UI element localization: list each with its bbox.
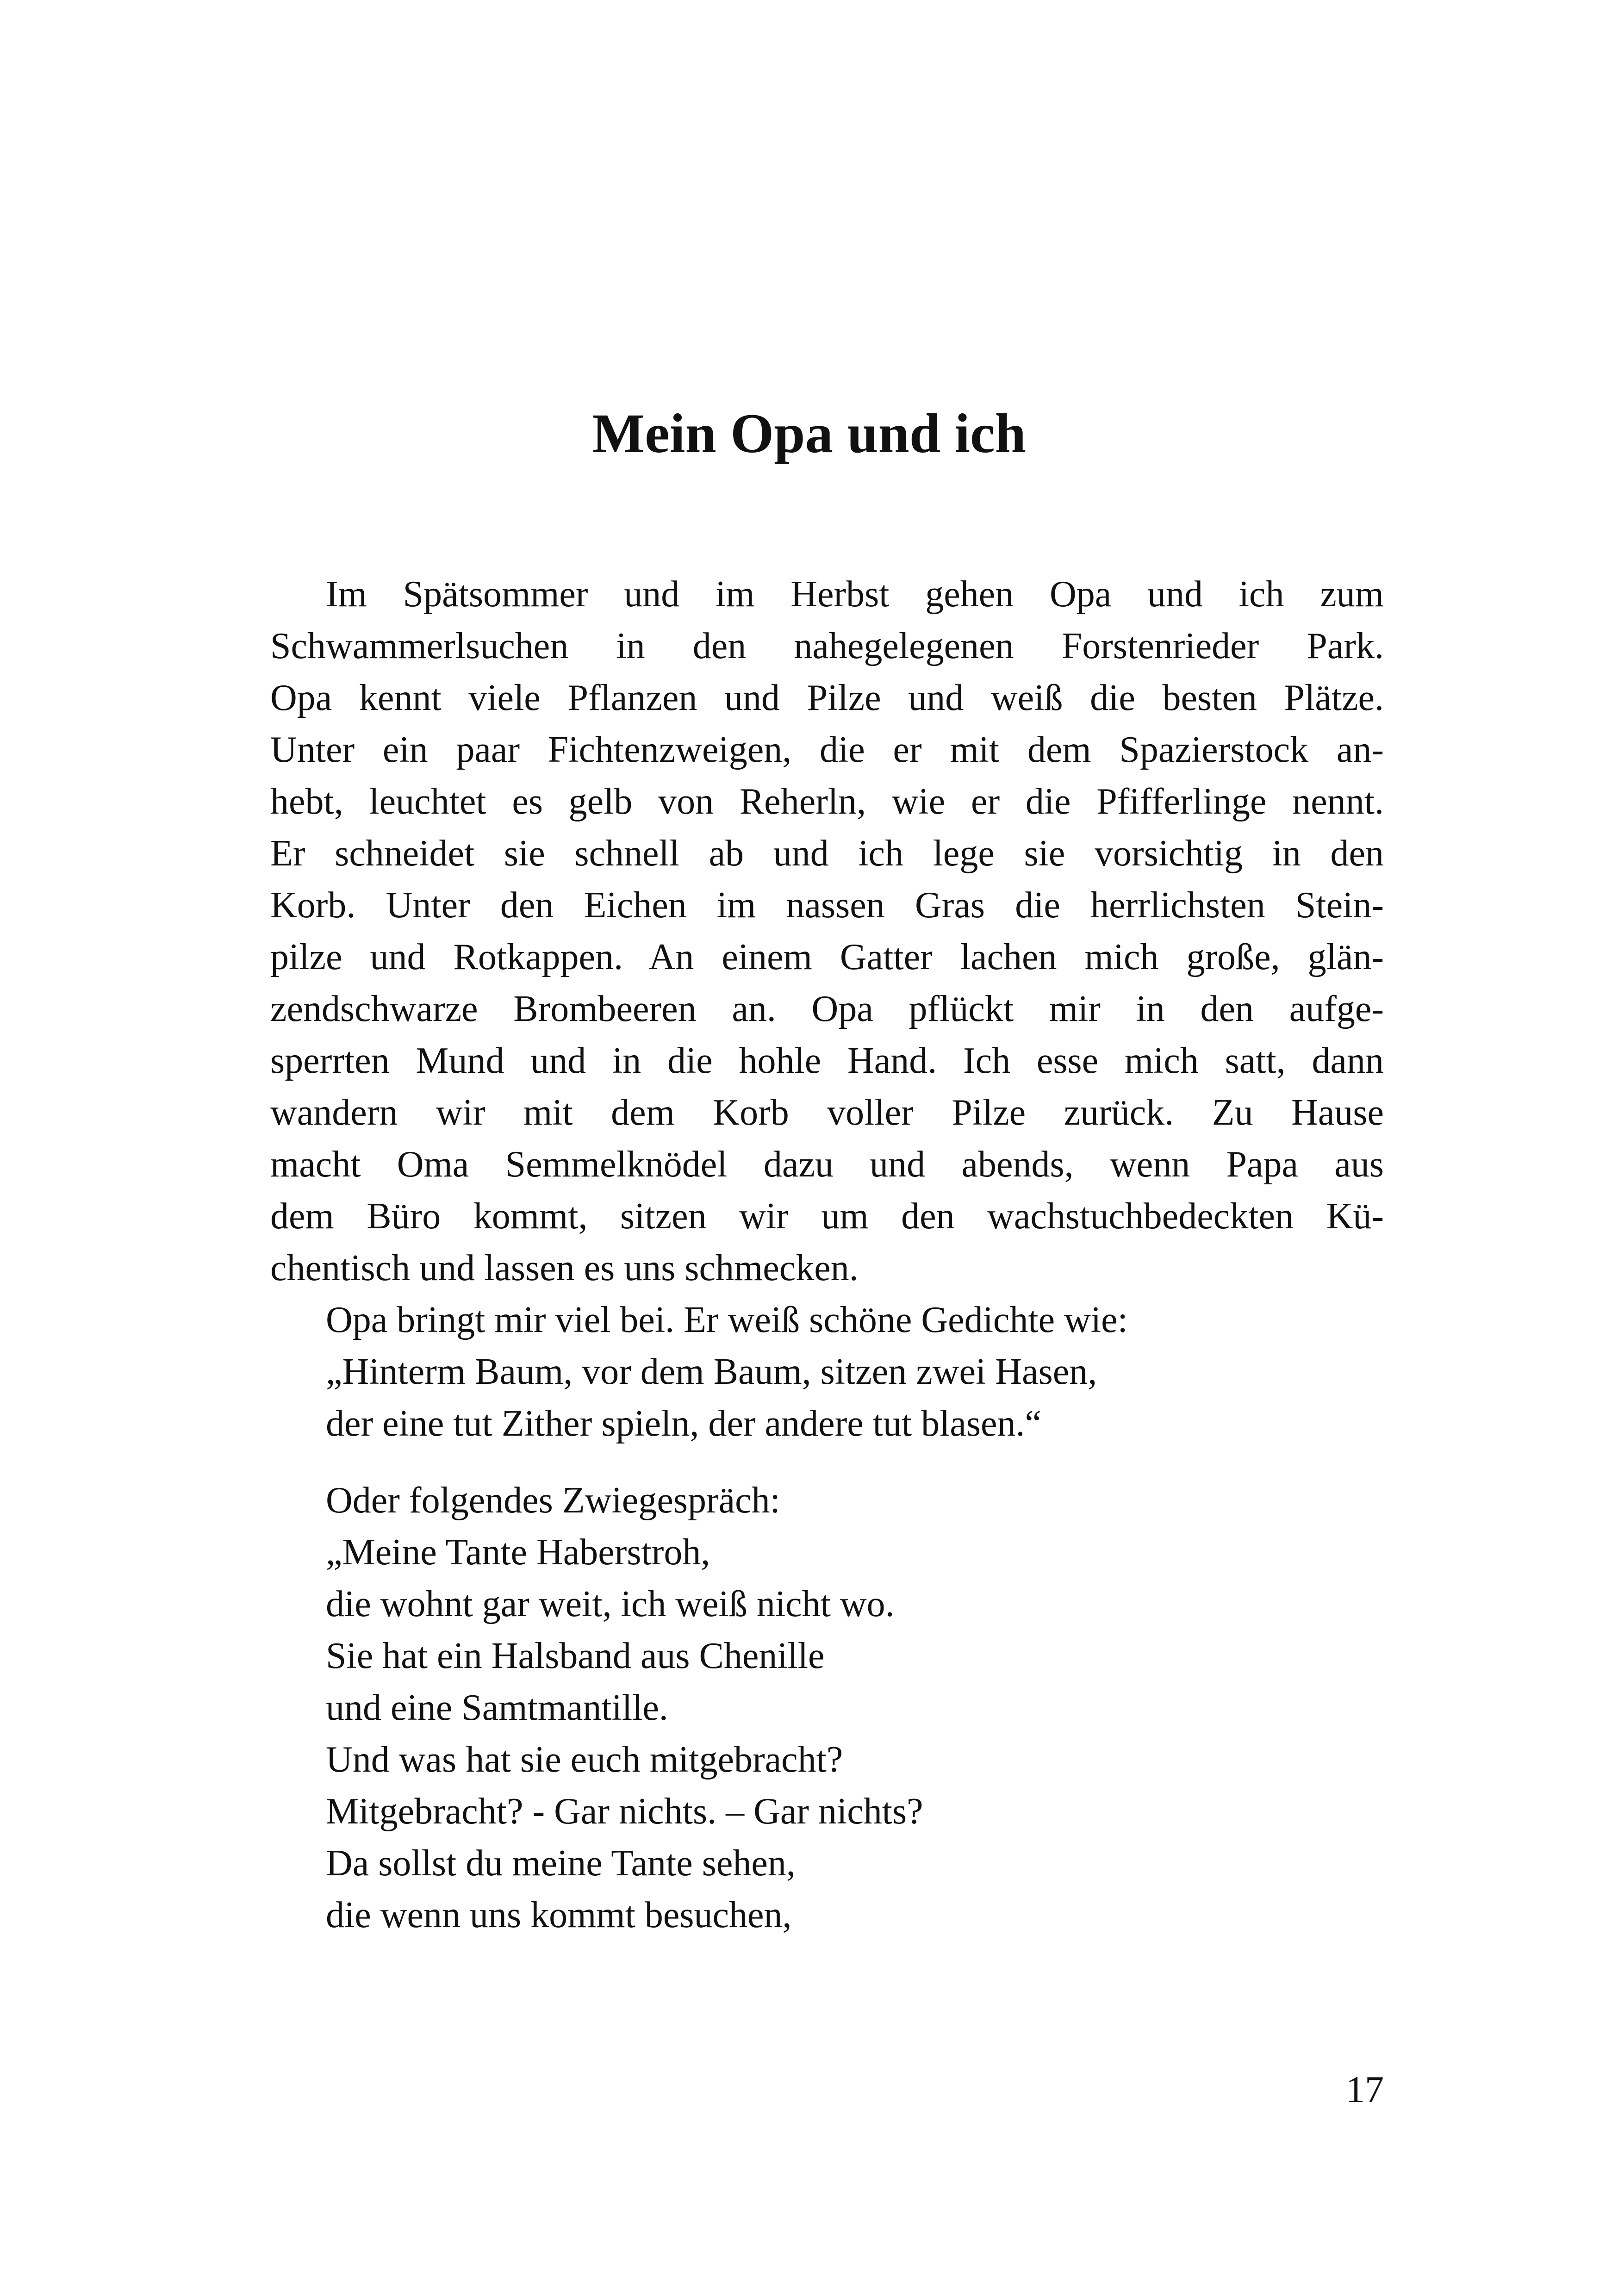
verse-line: der eine tut Zither spieln, der andere tut blasen.“ (326, 1403, 1042, 1444)
chapter-title: Mein Opa und ich (592, 403, 1026, 465)
poem-hasen (326, 1294, 1128, 1450)
verse-line: Sie hat ein Halsband aus Chenille (326, 1636, 825, 1676)
verse-line: Und was hat sie euch mitgebracht? (326, 1739, 843, 1780)
prose-paragraph (270, 568, 1384, 1294)
verse-line: „Meine Tante Haberstroh, (326, 1532, 710, 1573)
verse-line: die wohnt gar weit, ich weiß nicht wo. (326, 1584, 895, 1624)
text-line: Unter ein paar Fichtenzweigen, die er mit dem Spazierstock an- (270, 729, 1384, 770)
verse-line: Mitgebracht? - Gar nichts. – Gar nichts? (326, 1791, 923, 1832)
verse-line: und eine Samtmantille. (326, 1687, 668, 1728)
text-line: pilze und Rotkappen. An einem Gatter lachen mich große, glän- (270, 937, 1384, 977)
text-line: hebt, leuchtet es gelb von Reherln, wie er die Pfifferlinge nennt. (270, 781, 1384, 822)
text-line: macht Oma Semmelknödel dazu und abends, wenn Papa aus (270, 1144, 1384, 1185)
verse-line: „Hinterm Baum, vor dem Baum, sitzen zwei Hasen, (326, 1351, 1097, 1392)
verse-line: Da sollst du meine Tante sehen, (326, 1843, 796, 1884)
text-line: chentisch und lassen es uns schmecken. (270, 1248, 859, 1288)
text-line: Korb. Unter den Eichen im nassen Gras die herrlichsten Stein- (270, 885, 1384, 926)
text-line: Im Spätsommer und im Herbst gehen Opa und ich zum (326, 574, 1384, 615)
page-number: 17 (1346, 2068, 1384, 2110)
verse-line: Opa bringt mir viel bei. Er weiß schöne Gedichte wie: (326, 1300, 1128, 1340)
verse-line: die wenn uns kommt besuchen, (326, 1895, 792, 1935)
text-line: dem Büro kommt, sitzen wir um den wachstuchbedeckten Kü- (270, 1196, 1384, 1237)
text-line: Schwammerlsuchen in den nahegelegenen Forstenrieder Park. (270, 626, 1384, 666)
poem-tante-haberstroh (326, 1475, 923, 1941)
text-line: Er schneidet sie schnell ab und ich lege sie vorsichtig in den (270, 833, 1384, 874)
text-line: Opa kennt viele Pflanzen und Pilze und weiß die besten Plätze. (270, 678, 1384, 718)
verse-line: Oder folgendes Zwiegespräch: (326, 1480, 780, 1521)
text-line: wandern wir mit dem Korb voller Pilze zurück. Zu Hause (270, 1092, 1384, 1133)
text-line: sperrten Mund und in die hohle Hand. Ich esse mich satt, dann (270, 1040, 1384, 1081)
text-line: zendschwarze Brombeeren an. Opa pflückt mir in den aufge- (270, 989, 1384, 1029)
